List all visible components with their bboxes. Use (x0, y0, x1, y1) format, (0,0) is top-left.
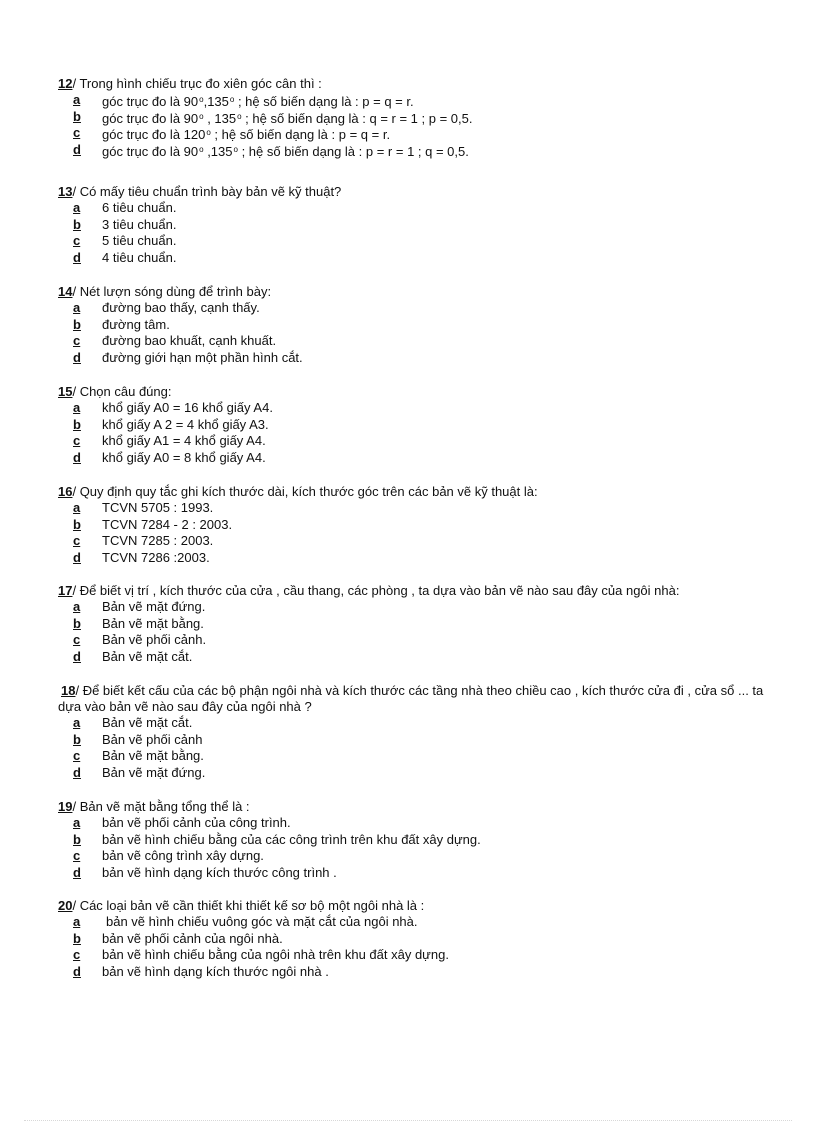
option-letter: a (73, 200, 81, 215)
option-c (58, 533, 788, 550)
question-12 (58, 76, 788, 158)
option-letter: c (73, 333, 81, 349)
option-text: TCVN 5705 : 1993. (102, 500, 214, 515)
option-letter: d (73, 549, 81, 565)
option-text: Bản vẽ phối cảnh (102, 731, 203, 747)
question-number: 16 (58, 484, 73, 499)
option-letter: c (73, 748, 81, 764)
option-a (58, 92, 788, 109)
question-text: 18/ Để biết kết cấu của các bộ phận ngôi nhà và kích thước các tầng nhà theo chiều cao , kích thước cửa đi , cửa sổ ... ta dựa vào bản vẽ nào sau đây của ngôi nhà ? (58, 683, 764, 714)
option-text: 5 tiêu chuẩn. (102, 233, 177, 249)
option-a (58, 200, 788, 217)
option-text: đường bao khuất, cạnh khuất. (102, 333, 277, 349)
option-letter: b (73, 216, 81, 232)
option-b (58, 732, 782, 749)
option-letter: a (73, 715, 81, 730)
option-letter: d (73, 141, 81, 157)
option-text: bản vẽ hình chiếu vuông góc và mặt cắt của ngôi nhà. (106, 914, 418, 929)
option-letter: c (73, 125, 81, 141)
question-19 (58, 799, 788, 881)
option-b (58, 109, 788, 126)
option-text: 6 tiêu chuẩn. (102, 200, 177, 215)
option-text: bản vẽ hình chiếu bằng của các công trình trên khu đất xây dựng. (102, 831, 481, 847)
option-b (58, 417, 788, 434)
option-c (58, 947, 788, 964)
option-text: đường bao thấy, cạnh thấy. (102, 300, 260, 315)
option-text: khổ giấy A1 = 4 khổ giấy A4. (102, 433, 266, 449)
option-text: bản vẽ công trình xây dựng. (102, 848, 264, 864)
question-text: 12/ Trong hình chiếu trục đo xiên góc cân thì : (58, 76, 322, 91)
question-text: 19/ Bản vẽ mặt bằng tổng thể là : (58, 799, 250, 814)
option-text: bản vẽ hình dạng kích thước ngôi nhà . (102, 963, 329, 979)
option-text: khổ giấy A0 = 8 khổ giấy A4. (102, 449, 266, 465)
option-letter: b (73, 108, 81, 124)
question-20 (58, 898, 788, 980)
option-a (58, 715, 782, 732)
question-text: 13/ Có mấy tiêu chuẩn trình bày bản vẽ kỹ thuật? (58, 184, 342, 199)
option-letter: a (73, 92, 81, 107)
option-d (58, 250, 788, 267)
option-b (58, 931, 788, 948)
option-a (58, 400, 788, 417)
question-number: 14 (58, 284, 73, 299)
option-letter: b (73, 516, 81, 532)
option-letter: c (73, 632, 81, 648)
option-text: Bản vẽ mặt bằng. (102, 748, 204, 764)
question-13 (58, 184, 788, 266)
option-a (58, 300, 788, 317)
option-c (58, 748, 782, 765)
option-letter: d (73, 349, 81, 365)
option-b (58, 832, 788, 849)
question-text: 16/ Quy định quy tắc ghi kích thước dài, kích thước góc trên các bản vẽ kỹ thuật là: (58, 484, 538, 499)
option-text: bản vẽ phối cảnh của công trình. (102, 815, 291, 830)
option-b (58, 217, 788, 234)
option-d (58, 865, 788, 882)
option-text: góc trục đo là 90$^o$ , 135$^o$ ; hệ số biến dạng là : q = r = 1 ; p = 0,5. (102, 110, 473, 126)
question-number: 19 (58, 799, 73, 814)
option-letter: a (73, 400, 81, 415)
option-letter: c (73, 848, 81, 864)
option-d (58, 550, 788, 567)
question-text: 20/ Các loại bản vẽ cần thiết khi thiết kế sơ bộ một ngôi nhà là : (58, 898, 425, 913)
option-text: TCVN 7284 - 2 : 2003. (102, 516, 233, 532)
option-d (58, 765, 782, 782)
option-text: góc trục đo là 90$^o$ ,135$^o$ ; hệ số biến dạng là : p = r = 1 ; q = 0,5. (102, 143, 469, 159)
option-text: TCVN 7285 : 2003. (102, 533, 214, 549)
question-14 (58, 284, 788, 366)
option-letter: b (73, 416, 81, 432)
question-text: 14/ Nét lượn sóng dùng để trình bày: (58, 284, 272, 299)
option-letter: a (73, 815, 81, 830)
option-letter: d (73, 249, 81, 265)
option-text: 4 tiêu chuẩn. (102, 249, 177, 265)
option-text: đường tâm. (102, 316, 170, 332)
question-number: 20 (58, 898, 73, 913)
option-d (58, 350, 788, 367)
option-text: TCVN 7286 :2003. (102, 549, 210, 565)
option-d (58, 450, 788, 467)
option-letter: a (73, 300, 81, 315)
option-a (58, 500, 788, 517)
option-text: Bản vẽ mặt cắt. (102, 715, 193, 730)
question-number: 13 (58, 184, 73, 199)
option-b (58, 616, 788, 633)
question-number: 18 (61, 683, 76, 698)
question-18 (58, 683, 782, 781)
option-text: khổ giấy A0 = 16 khổ giấy A4. (102, 400, 273, 415)
question-number: 15 (58, 384, 73, 399)
option-c (58, 233, 788, 250)
option-text: Bản vẽ phối cảnh. (102, 632, 207, 648)
option-a (58, 599, 788, 616)
option-d (58, 649, 788, 666)
question-16 (58, 484, 788, 566)
option-letter: b (73, 615, 81, 631)
option-letter: b (73, 930, 81, 946)
question-17 (58, 583, 788, 665)
option-c (58, 333, 788, 350)
option-letter: b (73, 831, 81, 847)
page-bottom-rule (24, 1120, 792, 1121)
option-text: khổ giấy A 2 = 4 khổ giấy A3. (102, 416, 269, 432)
option-d (58, 964, 788, 981)
option-c (58, 125, 788, 142)
option-d (58, 142, 788, 159)
option-text: Bản vẽ mặt đứng. (102, 599, 206, 614)
option-letter: d (73, 449, 81, 465)
option-text: bản vẽ hình dạng kích thước công trình . (102, 864, 337, 880)
option-c (58, 632, 788, 649)
option-letter: d (73, 864, 81, 880)
option-letter: d (73, 648, 81, 664)
option-b (58, 517, 788, 534)
option-letter: a (73, 599, 81, 614)
option-letter: b (73, 316, 81, 332)
option-text: bản vẽ hình chiếu bằng của ngôi nhà trên khu đất xây dựng. (102, 947, 449, 963)
question-15 (58, 384, 788, 466)
option-c (58, 433, 788, 450)
option-c (58, 848, 788, 865)
option-text: bản vẽ phối cảnh của ngôi nhà. (102, 930, 283, 946)
option-a (58, 914, 788, 931)
option-text: Bản vẽ mặt đứng. (102, 764, 206, 780)
question-text: 15/ Chọn câu đúng: (58, 384, 172, 399)
option-letter: c (73, 533, 81, 549)
option-letter: b (73, 731, 81, 747)
option-text: góc trục đo là 90$^o$,135$^o$ ; hệ số biến dạng là : p = q = r. (102, 94, 414, 109)
option-a (58, 815, 788, 832)
option-letter: c (73, 233, 81, 249)
option-text: Bản vẽ mặt cắt. (102, 648, 193, 664)
option-text: đường giới hạn một phần hình cắt. (102, 349, 303, 365)
option-letter: d (73, 764, 81, 780)
question-number: 17 (58, 583, 73, 598)
option-b (58, 317, 788, 334)
option-letter: a (73, 500, 81, 515)
option-letter: c (73, 433, 81, 449)
option-text: Bản vẽ mặt bằng. (102, 615, 204, 631)
option-letter: c (73, 947, 81, 963)
question-number: 12 (58, 76, 73, 91)
option-letter: d (73, 963, 81, 979)
question-text: 17/ Để biết vị trí , kích thước của cửa , cầu thang, các phòng , ta dựa vào bản vẽ nào sau đây của ngôi nhà: (58, 583, 680, 598)
option-text: 3 tiêu chuẩn. (102, 216, 177, 232)
option-text: góc trục đo là 120$^o$ ; hệ số biến dạng là : p = q = r. (102, 127, 391, 143)
option-letter: a (73, 914, 81, 929)
